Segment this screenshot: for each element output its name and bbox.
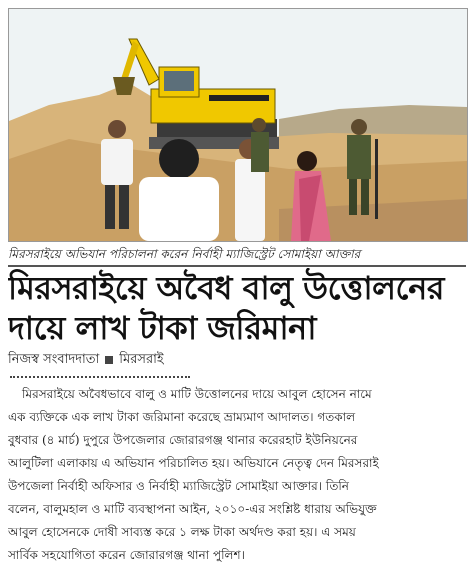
- body-line: বলেন, বালুমহাল ও মাটি ব্যবস্থাপনা আইন, ২০১০-এর সংশ্লিষ্ট ধারায় অভিযুক্ত: [8, 502, 377, 516]
- body-line: আলুটিলা এলাকায় এ অভিযান পরিচালিত হয়। অভিযানে নেতৃত্ব দেন মিরসরাই: [8, 456, 379, 470]
- body-line: আবুল হোসেনকে দোষী সাব্যস্ত করে ১ লক্ষ টাকা অর্থদণ্ড করা হয়। এ সময়: [8, 525, 356, 539]
- square-bullet-icon: [105, 356, 113, 364]
- body-line: সার্বিক সহযোগিতা করেন জোরারগঞ্জ থানা পুলিশ।: [8, 548, 245, 562]
- body-line: এক ব্যক্তিকে এক লাখ টাকা জরিমানা করেছে ভ্রাম্যমাণ আদালত। গতকাল: [8, 410, 356, 424]
- body-line: বুধবার (৪ মার্চ) দুপুরে উপজেলার জোরারগঞ্জ থানার করেরহাট ইউনিয়নের: [8, 433, 358, 447]
- photo-caption: মিরসরাইয়ে অভিযান পরিচালনা করেন নির্বাহী ম্যাজিস্ট্রেট সোমাইয়া আক্তার: [8, 247, 361, 261]
- body-line: উপজেলা নির্বাহী অফিসার ও নির্বাহী ম্যাজিস্ট্রেট সোমাইয়া আক্তার। তিনি: [8, 479, 349, 493]
- headline: [8, 268, 470, 348]
- byline-reporter: নিজস্ব সংবাদদাতা: [8, 352, 100, 367]
- headline-line-2: দায়ে লাখ টাকা জরিমানা: [8, 309, 317, 347]
- byline: [8, 350, 164, 370]
- byline-location: মিরসরাই: [119, 352, 164, 367]
- body-line: মিরসরাইয়ে অবৈধভাবে বালু ও মাটি উত্তোলনের দায়ে আবুল হোসেন নামে: [22, 387, 372, 401]
- photo-illustration: [9, 9, 467, 241]
- news-photo: [8, 8, 468, 242]
- caption-divider: [8, 265, 466, 267]
- headline-line-1: মিরসরাইয়ে অবৈধ বালু উত্তোলনের: [8, 269, 445, 307]
- article-body: [8, 383, 466, 567]
- dotted-divider: [10, 376, 190, 378]
